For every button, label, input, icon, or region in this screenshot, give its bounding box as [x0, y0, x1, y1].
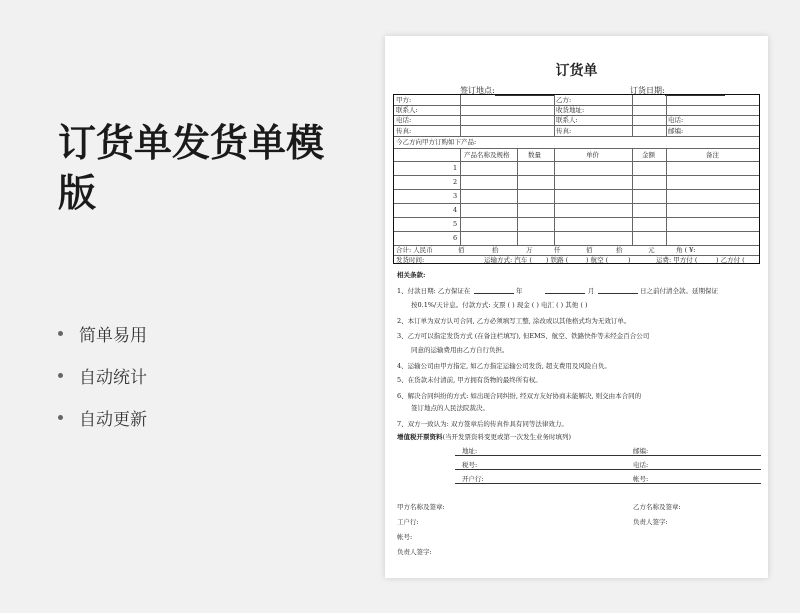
header-amount: 金额: [642, 151, 655, 159]
col-line: [554, 95, 555, 136]
vat-line: [455, 483, 761, 484]
col-line: [554, 148, 555, 245]
row-line: [394, 148, 759, 149]
order-form-document: [385, 36, 768, 578]
row-number: 5: [453, 220, 458, 228]
party-b-signature-label: 乙方名称及签章:: [633, 503, 681, 511]
party-a-account-label: 帐号:: [397, 533, 413, 541]
row-line: [394, 189, 759, 190]
col-line: [666, 148, 667, 245]
feature-label: 简单易用: [79, 325, 147, 346]
contact-b-label: 联系人:: [556, 116, 578, 124]
order-date-text: 订货日期:: [630, 86, 665, 95]
phone-label: 电话:: [396, 116, 412, 124]
feature-label: 自动更新: [79, 409, 147, 430]
order-table: [393, 94, 760, 264]
term-1-month: 月: [588, 287, 595, 295]
terms-title: 相关条款:: [397, 271, 426, 279]
header-product: 产品名称及规格: [464, 151, 510, 159]
term-1-day: 日之前付清全款。延期保证: [640, 287, 718, 295]
party-a-signature-label: 甲方名称及签章:: [397, 503, 445, 511]
template-title: 订货单发货单模版: [58, 121, 325, 215]
row-line: [394, 161, 759, 162]
feature-list: [58, 312, 147, 438]
freight-label: 运费: 甲方付 (: [656, 256, 698, 264]
term-1: 1、付款日期: 乙方保证在: [397, 287, 471, 295]
party-a-responsible-label: 负责人签字:: [397, 548, 432, 556]
col-line: [632, 95, 633, 136]
total-unit: 万: [526, 246, 533, 254]
header-quantity: 数量: [528, 151, 541, 159]
row-number: 1: [453, 164, 458, 172]
transport-label: 运输方式: 汽车 (: [484, 256, 532, 264]
term-3-cont: 同意的运输费用由乙方自行负担。: [411, 346, 509, 354]
transport-option: ) 铁路 (: [546, 256, 569, 264]
row-line: [394, 217, 759, 218]
vat-bank-label: 开户行:: [462, 475, 484, 483]
postcode-label: 邮编:: [668, 127, 684, 135]
party-b-responsible-label: 负责人签字:: [633, 518, 668, 526]
vat-phone-label: 电话:: [633, 461, 649, 469]
header-unit-price: 单价: [586, 151, 599, 159]
row-line: [394, 245, 759, 246]
row-line: [394, 255, 759, 256]
term-6-cont: 签订地点的人民法院裁决。: [411, 404, 489, 412]
row-number: 2: [453, 178, 458, 186]
order-intro: 今乙方向甲方订购如下产品:: [396, 138, 477, 146]
total-unit: 佰: [458, 246, 465, 254]
phone-b-label: 电话:: [668, 116, 684, 124]
vat-title: 增值税开票资料: [397, 433, 443, 441]
fax-b-label: 传真:: [556, 127, 572, 135]
feature-item: [58, 396, 147, 438]
vat-address-label: 地址:: [462, 447, 478, 455]
col-line: [517, 148, 518, 245]
delivery-time-label: 发货时间:: [396, 256, 425, 264]
sign-place-text: 签订地点:: [460, 86, 495, 95]
transport-option: ) 航空 (: [586, 256, 609, 264]
total-unit: 拾: [616, 246, 623, 254]
term-1-payment: 按0.1%/天计息。付款方式: 支票 ( ) 现金 ( ) 电汇 ( ) 其他 ( ): [411, 301, 588, 309]
fill-line: [598, 293, 638, 294]
row-number: 3: [453, 192, 458, 200]
party-a-label: 甲方:: [396, 96, 412, 104]
col-line: [666, 95, 667, 136]
term-4: 4、运输公司由甲方指定, 如乙方指定运输公司发货, 超支费用及风险自负。: [397, 362, 611, 370]
total-unit: 角 ( ¥:: [676, 246, 696, 254]
total-unit: 佰: [586, 246, 593, 254]
term-3: 3、乙方可以指定发货方式 (在备注栏填写), 但EMS、航空、铁路快件等未经金百合公司: [397, 332, 650, 340]
header-remarks: 备注: [706, 151, 719, 159]
row-line: [394, 231, 759, 232]
vat-tax-id-label: 税号:: [462, 461, 478, 469]
term-1-year: 年: [516, 287, 523, 295]
vat-postcode-label: 邮编:: [633, 447, 649, 455]
term-6: 6、解决合同纠纷的方式: 如出现合同纠纷, 经双方友好协商未能解决, 则交由本合同的: [397, 392, 642, 400]
total-unit: 拾: [492, 246, 499, 254]
vat-line: [455, 455, 761, 456]
feature-label: 自动统计: [79, 367, 147, 388]
party-b-label: 乙方:: [556, 96, 572, 104]
total-unit: 元: [648, 246, 655, 254]
document-title: 订货单: [555, 63, 598, 79]
row-number: 4: [453, 206, 458, 214]
term-7: 7、双方一致认为: 双方签章后的传真件具有同等法律效力。: [397, 420, 568, 428]
col-line: [460, 95, 461, 136]
freight-option: ) 乙方付 (: [716, 256, 745, 264]
term-2: 2、本订单为双方认可合同, 乙方必须填写工整, 涂改或以其他格式均为无效订单。: [397, 317, 631, 325]
col-line: [460, 148, 461, 245]
bullet-dot: [58, 331, 63, 336]
party-a-bank-label: 工户行:: [397, 518, 419, 526]
contact-label: 联系人:: [396, 106, 418, 114]
feature-item: [58, 354, 147, 396]
row-line: [394, 125, 759, 126]
shipping-address-label: 收货地址:: [556, 106, 585, 114]
row-line: [394, 136, 759, 137]
row-number: 6: [453, 234, 458, 242]
term-5: 5、在货款未付清前, 甲方拥有货物的最终所有权。: [397, 376, 542, 384]
transport-option: ): [628, 256, 631, 264]
vat-line: [455, 469, 761, 470]
vat-note: (当开发票资料变更或第一次发生业务时填列): [442, 433, 572, 441]
fax-label: 传真:: [396, 127, 412, 135]
total-label: 合计: 人民币: [396, 246, 433, 254]
row-line: [394, 175, 759, 176]
vat-account-label: 帐号:: [633, 475, 649, 483]
total-unit: 仟: [554, 246, 561, 254]
bullet-dot: [58, 373, 63, 378]
feature-item: [58, 312, 147, 354]
row-line: [394, 203, 759, 204]
col-line: [632, 148, 633, 245]
fill-line: [474, 293, 514, 294]
bullet-dot: [58, 415, 63, 420]
fill-line: [545, 293, 585, 294]
vat-heading: [397, 432, 571, 441]
